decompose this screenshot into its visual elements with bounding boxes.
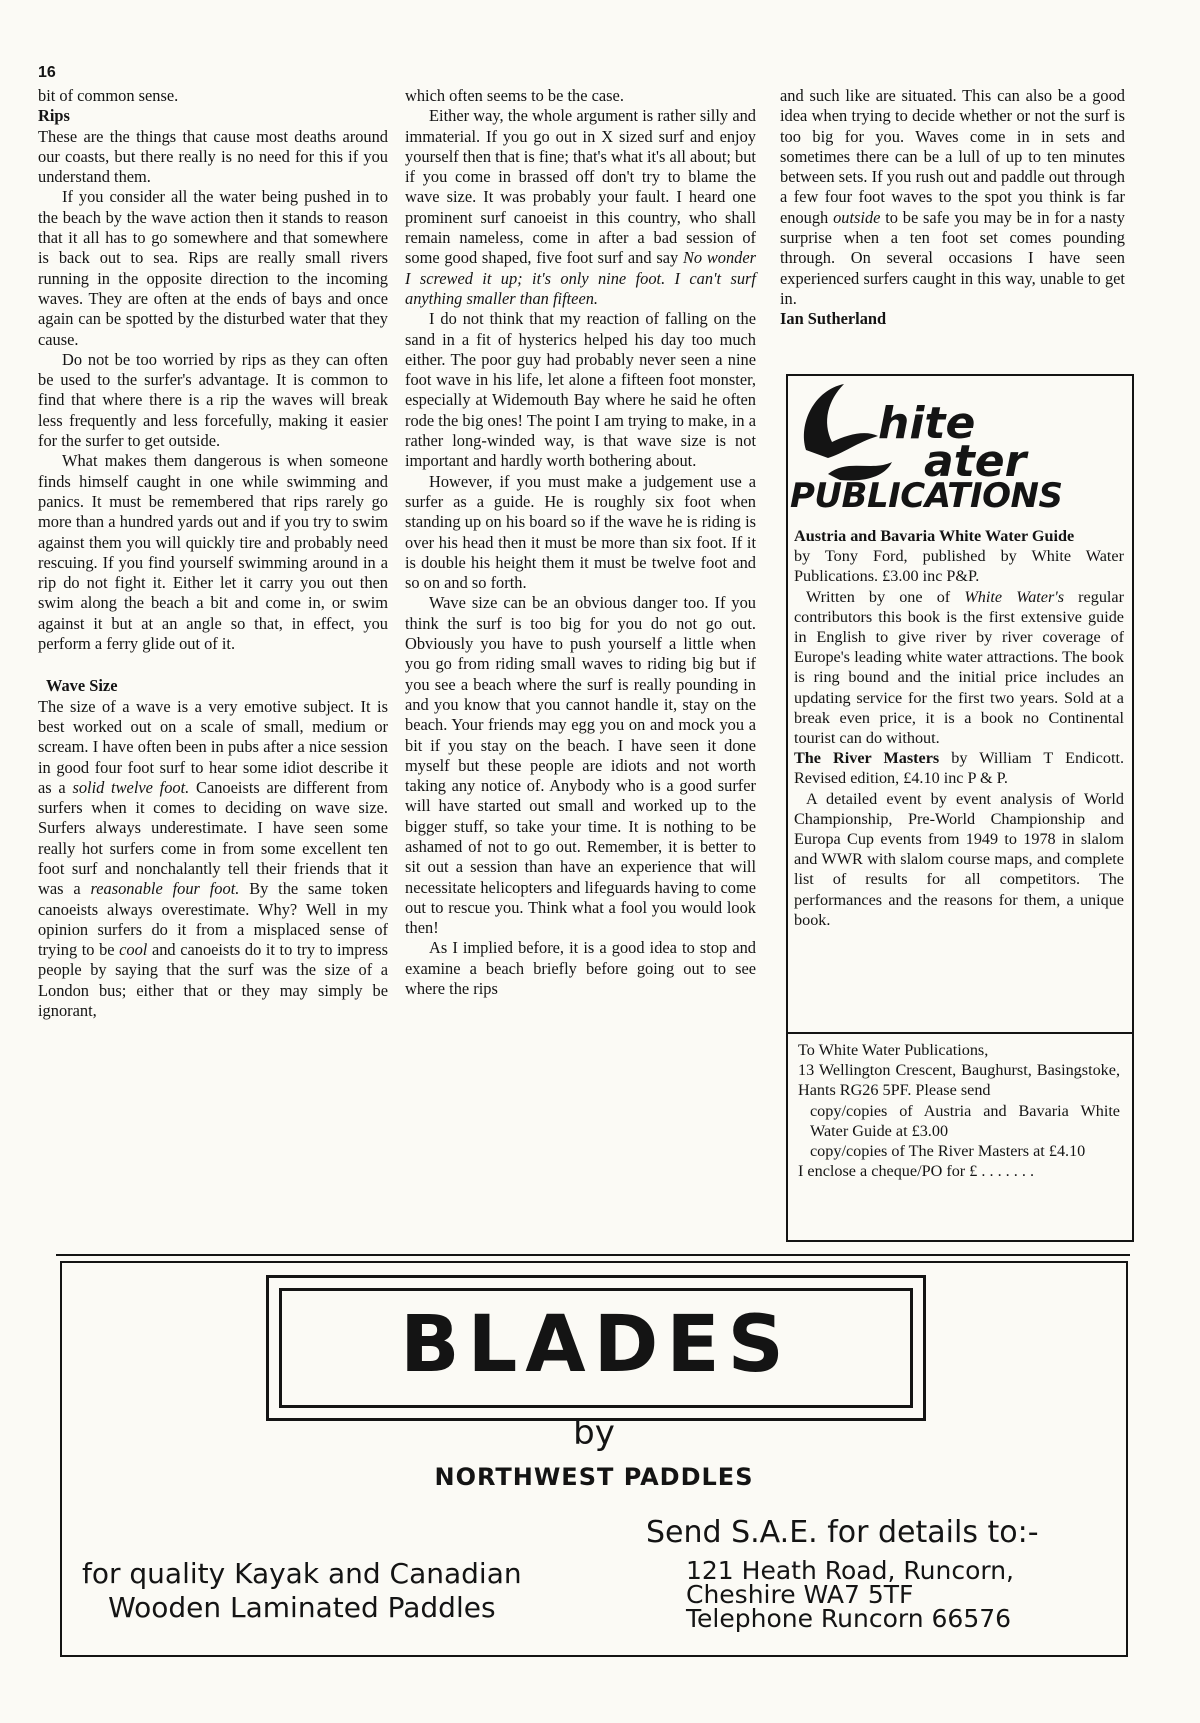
send-sae-text: Send S.A.E. for details to:- bbox=[646, 1515, 1039, 1550]
order-enclosure: I enclose a cheque/PO for £ . . . . . . . bbox=[798, 1162, 1034, 1181]
book-info: by Tony Ford, published by White Water Publications. £3.00 inc P&P. bbox=[794, 547, 1124, 586]
page-number: 16 bbox=[38, 64, 56, 81]
paragraph bbox=[38, 697, 388, 1022]
address-line: 121 Heath Road, Runcorn, bbox=[686, 1556, 1014, 1585]
white-water-publications-ad bbox=[786, 374, 1134, 1242]
address-line: Cheshire WA7 5TF bbox=[686, 1580, 914, 1609]
logo-word-ater: ater bbox=[924, 436, 1027, 487]
quality-tagline bbox=[82, 1557, 522, 1625]
article-column-1 bbox=[38, 86, 388, 1021]
book-title-austria-bavaria: Austria and Bavaria White Water Guide bbox=[794, 527, 1075, 545]
canoeist-icon bbox=[804, 384, 878, 458]
paragraph bbox=[780, 86, 1125, 309]
author-byline: Ian Sutherland bbox=[780, 309, 887, 329]
book-description: A detailed event by event analysis of World Championship, Pre-World Championship and Europa Cup events from 1949 to 1978 in slalom and WWR with slalom course maps, and complete list of results for all competitors. The performances and the reasons for them, a unique book. bbox=[794, 789, 1124, 929]
emphasis: No wonder I screwed it up; it's only nine foot. I can't surf anything smaller than fifteen. bbox=[405, 248, 756, 308]
text-run: Written by one of bbox=[806, 587, 965, 606]
text-run: Either way, the whole argument is rather silly and immaterial. If you go out in X sized surf and enjoy yourself then that is fine; that's what it's all about; but if you come in brassed off don't try to blame the wave size. It was probably your fault. I heard one prominent surf canoeist in this country, who shall remain nameless, come in after a bad session of some good shaped, five foot surf and say bbox=[405, 106, 756, 268]
section-heading-rips: Rips bbox=[38, 106, 70, 126]
article-column-2 bbox=[405, 86, 756, 999]
by-text: by bbox=[573, 1413, 615, 1453]
ad-body bbox=[794, 526, 1124, 930]
book-title-river-masters: The River Masters bbox=[794, 749, 940, 768]
paragraph: Do not be too worried by rips as they can often be used to the surfer's advantage. It is common to find that where there is a rip the waves will break less frequently and less forcefully, making it easier for the surfer to get outside. bbox=[38, 349, 388, 451]
paragraph: However, if you must make a judgement use a surfer as a guide. He is roughly six foot when standing up on his board so if the wave he is riding is over his head then it must be more than six foot. If it is double his height them it must be twelve foot and so on and so forth. bbox=[405, 471, 756, 593]
text-run: The size of a wave is a very emotive subject. It is best worked out on a scale of small, medium or scream. I have often been in pubs after a nice session in good four foot surf to hear some idiot describe it as a bbox=[38, 696, 388, 797]
ad-divider bbox=[788, 1032, 1132, 1034]
paragraph: These are the things that cause most deaths around our coasts, but there really is no need for this if you understand them. bbox=[38, 126, 388, 187]
contact-address bbox=[686, 1556, 1014, 1633]
logo-word-hite: hite bbox=[878, 398, 976, 449]
phone-number: Telephone Runcorn 66576 bbox=[686, 1604, 1012, 1633]
emphasis: White Water's bbox=[964, 587, 1065, 606]
order-item: copy/copies of The River Masters at £4.10 bbox=[810, 1142, 1086, 1161]
emphasis: outside bbox=[833, 207, 881, 227]
text-run: regular contributors this book is the first extensive guide in English to give river by river coverage of Europe's leading white water attractions. The book is ring bound and the initial price includes an updating service for the first two years. Sold at a break even price, it is a book no Continental tourist can do without. bbox=[794, 587, 1125, 748]
blades-logo: BLADES bbox=[279, 1288, 913, 1408]
logo-publications: PUBLICATIONS bbox=[790, 476, 1063, 516]
emphasis: cool bbox=[119, 940, 148, 960]
text-run: By the same token canoeists always overestimate. Why? Well in my opinion surfers do it from a misplaced sense of trying to be bbox=[38, 879, 389, 960]
book-info: by William T Endicott. Revised edition, £4.10 inc P & P. bbox=[794, 749, 1124, 788]
book-entry-river-masters bbox=[794, 748, 1124, 788]
paragraph: I do not think that my reaction of falling on the sand in a fit of hysterics helped his day too much either. The poor guy had probably never seen a nine foot wave in his life, let alone a fifteen foot monster, especially at Widemouth Bay where he said he often rode the big ones! The point I am trying to make, in a rather long-winded way, is that wave size is not important and hardly worth bothering about. bbox=[405, 309, 756, 471]
paragraph: As I implied before, it is a good idea to stop and examine a beach briefly before going out to see where the rips bbox=[405, 938, 756, 999]
blades-logo-frame bbox=[266, 1275, 926, 1421]
paragraph: bit of common sense. bbox=[38, 86, 179, 105]
order-recipient: To White Water Publications, bbox=[798, 1041, 989, 1059]
section-heading-wave-size: Wave Size bbox=[46, 676, 118, 696]
paragraph: What makes them dangerous is when someone finds himself caught in one while swimming and panics. It must be remembered that rips rarely go more than a hundred yards out and if you try to swim against them you will quickly tire and probably need rescuing. If you find yourself swimming around in a rip do not fight it. Either let it carry you out then swim along the beach a bit and come in, or swim against it but at an angle so that, in effect, you perform a ferry glide out of it. bbox=[38, 451, 388, 654]
order-form bbox=[798, 1040, 1120, 1181]
text-run: and canoeists do it to try to impress people by saying that the surf was the size of a London bus; either that or they may simply be ignorant, bbox=[38, 940, 388, 1021]
paragraph: If you consider all the water being pushed in to the beach by the wave action then it stands to reason that it all has to go somewhere and that somewhere is back out to sea. Rips are really small rivers running in the opposite direction to the incoming waves. They are often at the ends of bays and once again can be spotted by the disturbed water that they cause. bbox=[38, 187, 388, 349]
order-address: 13 Wellington Crescent, Baughurst, Basingstoke, Hants RG26 5PF. Please send bbox=[798, 1061, 1120, 1100]
book-description bbox=[794, 587, 1124, 749]
paragraph: which often seems to be the case. bbox=[405, 86, 624, 105]
article-column-3 bbox=[780, 86, 1125, 330]
paragraph bbox=[405, 106, 756, 309]
tagline-line: Wooden Laminated Paddles bbox=[108, 1591, 496, 1624]
emphasis: reasonable four foot. bbox=[90, 879, 240, 899]
emphasis: solid twelve foot. bbox=[72, 777, 190, 797]
text-run: and such like are situated. This can also be a good idea when trying to decide whether or not the surf is too big for you. Waves come in in sets and sometimes there can be a lull of up to ten minutes between sets. If you rush out and paddle out through a few four foot waves to the spot you think is far enough bbox=[780, 86, 1125, 227]
text-run: Canoeists are different from surfers when it comes to deciding on wave size. Surfers always underestimate. I have seen some really hot surfers come in from some excellent ten foot surf and nonchalantly tell their friends that it was a bbox=[38, 777, 389, 899]
blades-ad bbox=[60, 1261, 1128, 1657]
paragraph: Wave size can be an obvious danger too. If you think the surf is too big for you do not go out. Obviously you have to push yourself a little when you go from riding small waves to riding big but if you see a beach where the surf is really pounding in and you know that you cannot handle it, stay on the beach. Your friends may egg you on and mock you a bit if you stay on the beach. I have seen it done myself but these people are idiots and not worth taking any notice of. Anybody who is a good surfer will have started out small and worked up to the bigger stuff, so take your time. It is nothing to be ashamed of not to go out. Remember, it is better to sit out a session than have an experience that will necessitate helicopters and lifeguards having to come out to rescue you. Think what a fool you would look then! bbox=[405, 593, 756, 938]
section-rule bbox=[56, 1254, 1130, 1256]
tagline-line: for quality Kayak and Canadian bbox=[82, 1557, 522, 1590]
order-item: copy/copies of Austria and Bavaria White Water Guide at £3.00 bbox=[810, 1101, 1120, 1140]
text-run: to be safe you may be in for a nasty surprise when a ten foot set comes pounding through. On several occasions I have seen experienced surfers caught in this way, unable to get in. bbox=[780, 207, 1126, 308]
company-name: NORTHWEST PADDLES bbox=[434, 1463, 754, 1491]
